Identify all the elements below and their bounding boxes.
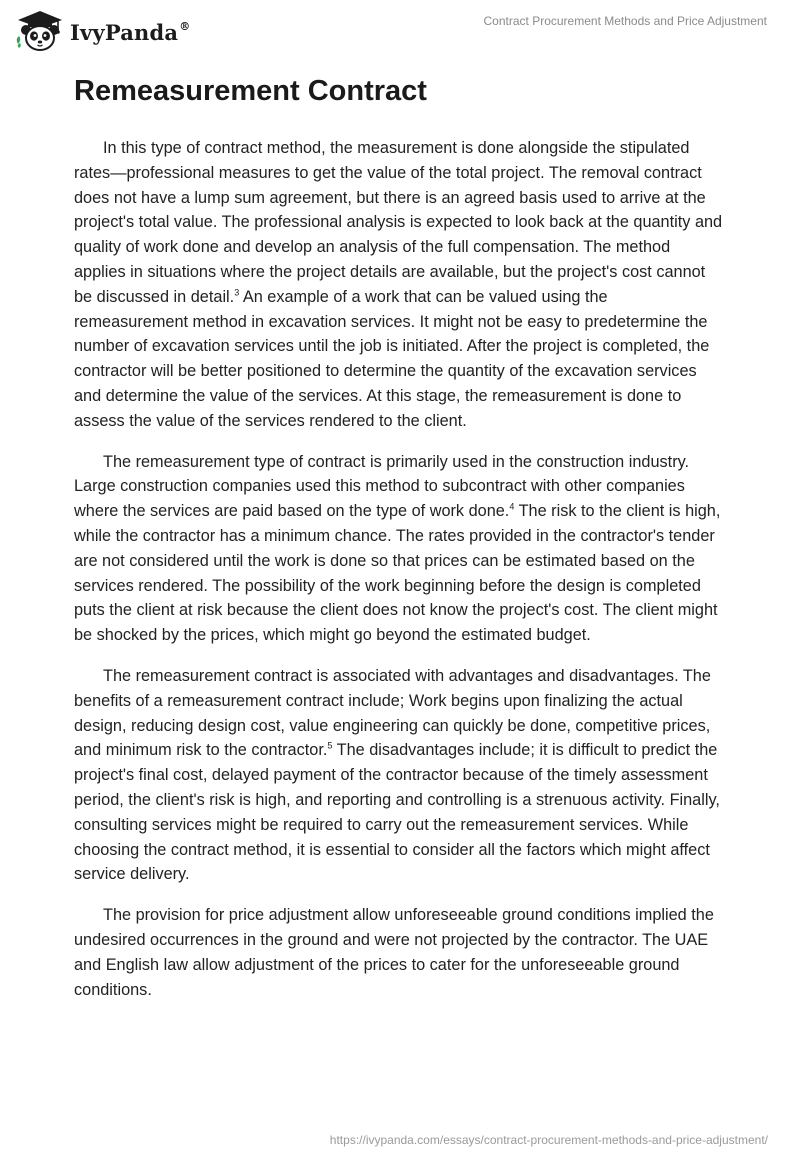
brand-name: IvyPanda® [70,19,191,45]
paragraph-1: In this type of contract method, the measurement is done alongside the stipulated rates—professional measures to get the value of the total project. The removal contract does not have a lump sum agreement, but there is an agreed basis used to arrive at the project's total value. The professional analysis is expected to look back at the quantity and quality of work done and develop an analysis of the full compensation. The method applies in situations where the project details are available, but the project's cost cannot be discussed in detail.$^3$ An example of a work that can be valued using the remeasurement method in excavation services. It might not be easy to predetermine the number of excavation services until the job is initiated. After the project is completed, the contractor will be better positioned to determine the quantity of the excavation services and determine the value of the services. At this stage, the remeasurement is done to assess the value of the services rendered to the client. [74,139,723,430]
footnote-ref-5[interactable]: 5 [327,740,333,751]
article [74,72,724,1018]
page-header [0,0,800,60]
paragraph-3: The remeasurement contract is associated with advantages and disadvantages. The benefits of a remeasurement contract include; Work begins upon finalizing the actual design, reducing design cost, value engineering can quickly be done, competitive prices, and minimum risk to the contractor.$^5$ The disadvantages include; it is difficult to predict the project's final cost, delayed payment of the contractor because of the timely assessment period, the client's risk is high, and reporting and controlling is a strenuous activity. Finally, consulting services might be required to carry out the remeasurement services. While choosing the contract method, it is essential to consider all the factors which might affect service delivery. [74,666,720,884]
panda-graduate-icon [14,8,66,54]
footnote-ref-4[interactable]: 4 [509,501,515,512]
page-title: Remeasurement Contract [74,75,427,107]
running-title: Contract Procurement Methods and Price Adjustment [483,14,767,28]
ivypanda-logo[interactable] [14,8,190,54]
source-url[interactable]: https://ivypanda.com/essays/contract-procurement-methods-and-price-adjustment/ [329,1133,768,1147]
registered-mark: ® [179,19,191,33]
paragraph-4: The provision for price adjustment allow unforeseeable ground conditions implied the undesired occurrences in the ground and were not projected by the contractor. The UAE and English law allow adjustment of the prices to cater for the unforeseeable ground conditions. [74,906,714,999]
paragraph-2: The remeasurement type of contract is primarily used in the construction industry. Large construction companies used this method to subcontract with other companies where the services are paid based on the type of work done.$^4$ The risk to the client is high, while the contractor has a minimum chance. The rates provided in the contractor's tender are not considered until the work is done so that prices can be estimated based on the services rendered. The possibility of the work beginning before the design is completed puts the client at risk because the client does not know the project's cost. The client might be shocked by the prices, which might go beyond the estimated budget. [74,452,721,645]
footnote-ref-3[interactable]: 3 [234,287,240,298]
